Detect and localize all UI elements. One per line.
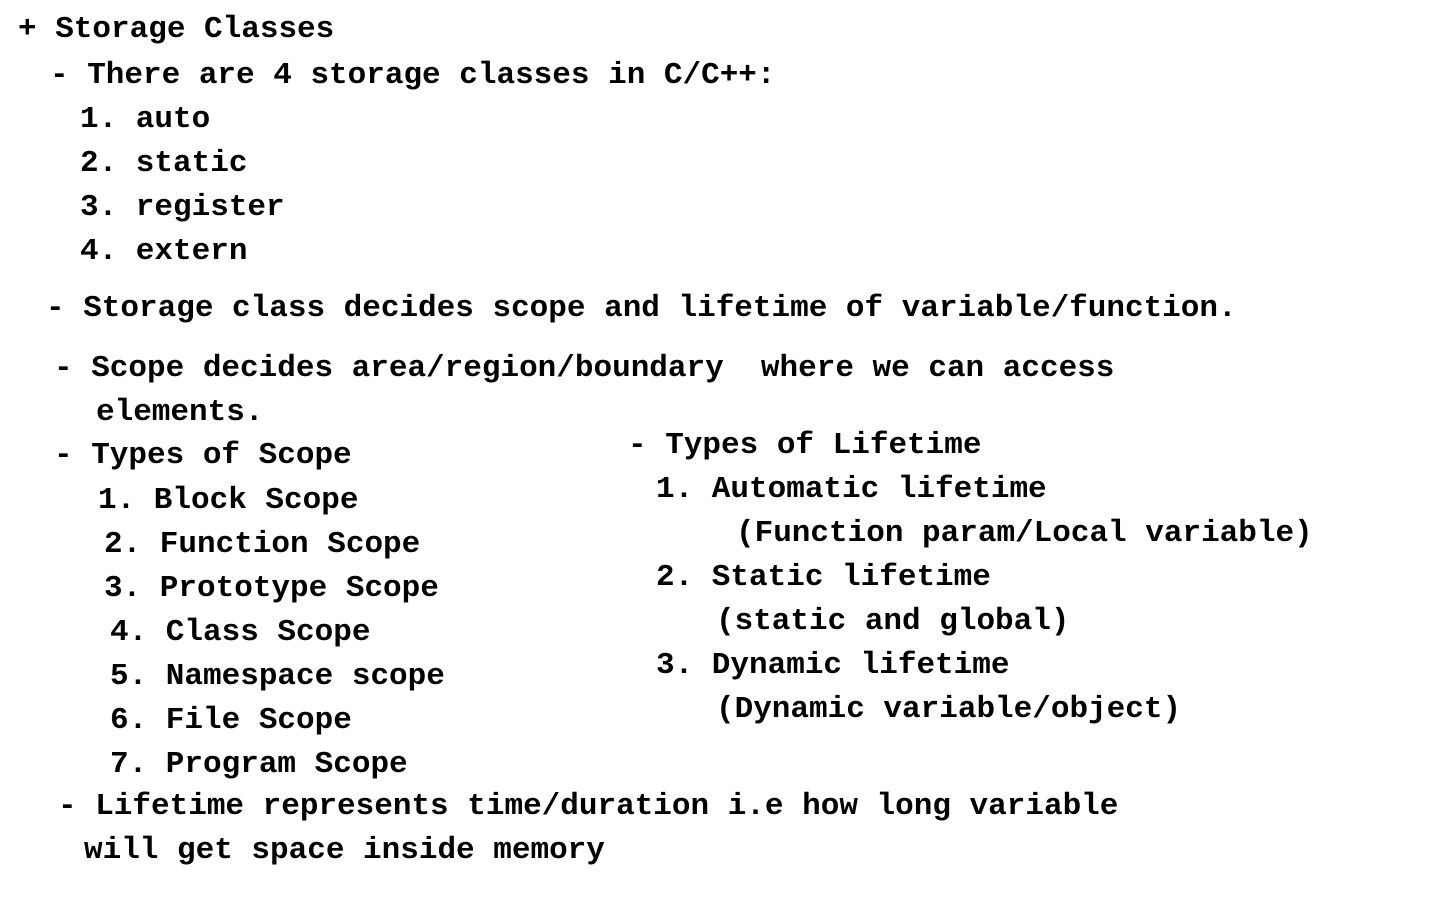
lifetime-definition-line2: will get space inside memory bbox=[84, 833, 605, 868]
scope-type-item: 6. File Scope bbox=[110, 703, 352, 738]
scope-type-item: 5. Namespace scope bbox=[110, 659, 445, 694]
intro-line: - There are 4 storage classes in C/C++: bbox=[50, 58, 776, 93]
storage-class-item-register: 3. register bbox=[80, 190, 285, 225]
scope-type-item: 4. Class Scope bbox=[110, 615, 371, 650]
lifetime-type-note: (static and global) bbox=[716, 604, 1070, 639]
storage-class-item-extern: 4. extern bbox=[80, 234, 248, 269]
storage-decides-line: - Storage class decides scope and lifetime of variable/function. bbox=[46, 291, 1237, 326]
lifetime-type-note: (Dynamic variable/object) bbox=[716, 692, 1182, 727]
lifetime-type-item: 3. Dynamic lifetime bbox=[656, 648, 1010, 683]
scope-type-item: 3. Prototype Scope bbox=[104, 571, 439, 606]
storage-class-item-auto: 1. auto bbox=[80, 102, 211, 137]
lifetime-type-note: (Function param/Local variable) bbox=[736, 516, 1313, 551]
lifetime-type-item: 1. Automatic lifetime bbox=[656, 472, 1047, 507]
lifetime-definition-line1: - Lifetime represents time/duration i.e how long variable bbox=[58, 789, 1119, 824]
section-heading: + Storage Classes bbox=[18, 12, 335, 47]
scope-definition-line2: elements. bbox=[96, 395, 264, 430]
lifetime-type-item: 2. Static lifetime bbox=[656, 560, 991, 595]
lifetime-types-title: - Types of Lifetime bbox=[628, 428, 982, 463]
storage-class-item-static: 2. static bbox=[80, 146, 248, 181]
scope-type-item: 2. Function Scope bbox=[104, 527, 421, 562]
scope-type-item: 7. Program Scope bbox=[110, 747, 408, 782]
scope-types-title: - Types of Scope bbox=[54, 438, 352, 473]
scope-definition-line1: - Scope decides area/region/boundary where we can access bbox=[54, 351, 1115, 386]
scope-type-item: 1. Block Scope bbox=[98, 483, 359, 518]
